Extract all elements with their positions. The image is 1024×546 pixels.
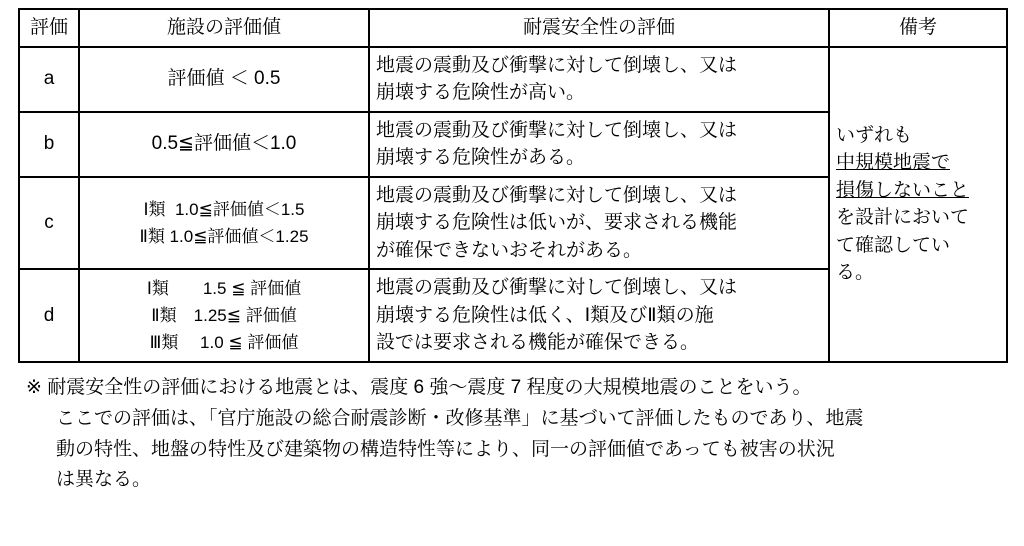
note-line: を設計において	[836, 207, 970, 229]
eval-c	[369, 177, 829, 270]
eval-line: 崩壊する危険性は低いが、要求される機能	[376, 212, 738, 234]
rank-c: c	[19, 177, 79, 270]
footnote-line: 動の特性、地盤の特性及び建築物の構造特性等により、同一の評価値であっても被害の状況	[56, 438, 835, 460]
eval-line: 地震の震動及び衝撃に対して倒壊し、又は	[376, 119, 738, 141]
eval-a	[369, 47, 829, 112]
note-line: る。	[836, 262, 875, 284]
eval-line: 崩壊する危険性がある。	[376, 147, 586, 169]
eval-line: 地震の震動及び衝撃に対して倒壊し、又は	[376, 184, 738, 206]
eval-line: 地震の震動及び衝撃に対して倒壊し、又は	[376, 277, 738, 299]
footnote-line: ※ 耐震安全性の評価における地震とは、震度 6 強～震度 7 程度の大規模地震のことをいう。	[26, 377, 812, 399]
value-b	[79, 112, 369, 177]
value-line: 評価値 ＜ 0.5	[167, 68, 281, 90]
value-d	[79, 269, 369, 362]
eval-d	[369, 269, 829, 362]
table-row	[19, 47, 1007, 112]
value-line: Ⅰ類 1.0≦評価値＜1.5	[143, 199, 305, 219]
eval-b	[369, 112, 829, 177]
value-line: Ⅱ類 1.25≦ 評価値	[151, 306, 297, 326]
header-rank: 評価	[19, 9, 79, 47]
eval-line: が確保できないおそれがある。	[376, 239, 643, 261]
value-line: Ⅲ類 1.0 ≦ 評価値	[149, 333, 299, 353]
value-line: 0.5≦評価値＜1.0	[151, 133, 297, 155]
value-line: Ⅱ類 1.0≦評価値＜1.25	[139, 227, 309, 247]
footnote-line: ここでの評価は、「官庁施設の総合耐震診断・改修基準」に基づいて評価したものであり、地震	[56, 407, 864, 429]
footnotes	[18, 373, 1006, 496]
note-line: いずれも	[836, 124, 913, 146]
seismic-evaluation-table	[18, 8, 1008, 363]
rank-a: a	[19, 47, 79, 112]
note-line: 損傷しないこと	[836, 179, 970, 201]
eval-line: 崩壊する危険性は低く、Ⅰ類及びⅡ類の施	[376, 304, 714, 326]
header-eval: 耐震安全性の評価	[369, 9, 829, 47]
eval-line: 地震の震動及び衝撃に対して倒壊し、又は	[376, 54, 738, 76]
header-value: 施設の評価値	[79, 9, 369, 47]
rank-b: b	[19, 112, 79, 177]
header-note: 備考	[829, 9, 1007, 47]
eval-line: 設では要求される機能が確保できる。	[376, 332, 700, 354]
value-line: Ⅰ類 1.5 ≦ 評価値	[146, 278, 302, 298]
value-a	[79, 47, 369, 112]
table-header-row	[19, 9, 1007, 47]
footnote-line: は異なる。	[56, 469, 152, 491]
note-cell	[829, 47, 1007, 362]
value-c	[79, 177, 369, 270]
rank-d: d	[19, 269, 79, 362]
note-line: て確認してい	[836, 234, 951, 256]
eval-line: 崩壊する危険性が高い。	[376, 82, 586, 104]
note-line: 中規模地震で	[836, 152, 951, 174]
